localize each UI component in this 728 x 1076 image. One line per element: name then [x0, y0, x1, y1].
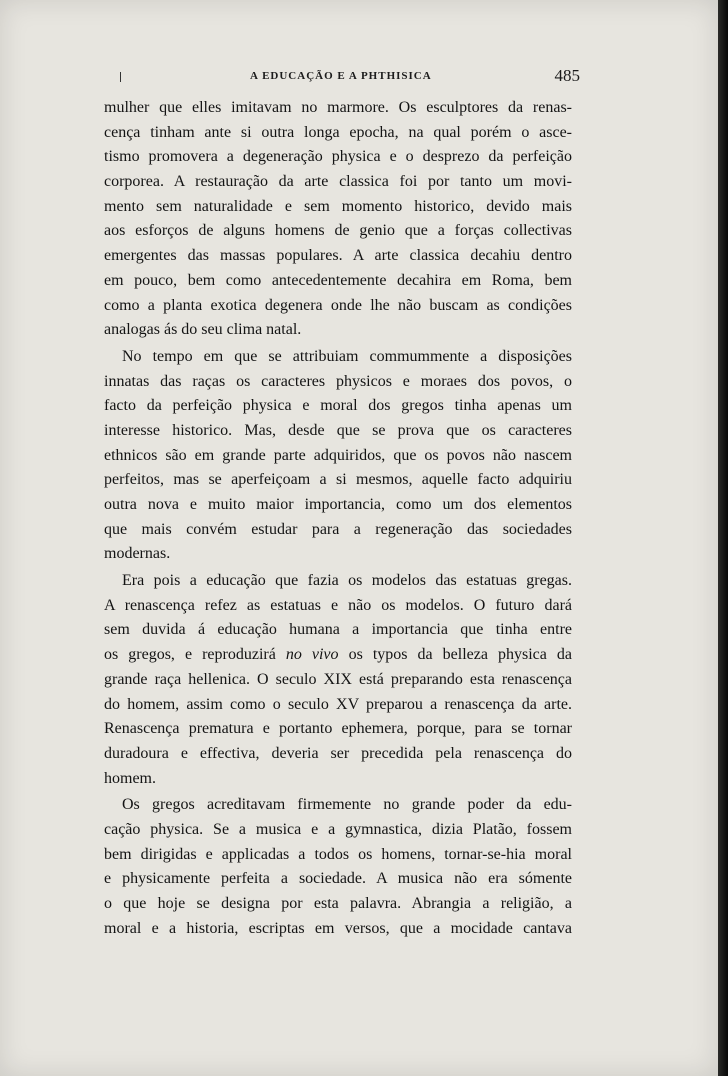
text-line: o que hoje se designa por esta palavra. Abrangia a religião, a: [104, 895, 572, 912]
text-line: bem dirigidas e applicadas a todos os homens, tornar-se-hia moral: [104, 845, 572, 863]
text-line: A renascença refez as estatuas e não os modelos. O futuro dará: [104, 596, 572, 614]
margin-mark: [120, 72, 121, 82]
text-line: do homem, assim como o seculo XV preparou a renascença da arte.: [104, 695, 572, 713]
text-line: outra nova e muito maior importancia, como um dos elementos: [104, 496, 572, 513]
text-line: duradoura e effectiva, deveria ser precedida pela renascença do: [104, 744, 572, 762]
text-line: ethnicos são em grande parte adquiridos, que os povos não nascem: [104, 446, 572, 464]
text-line: analogas ás do seu clima natal.: [104, 321, 302, 339]
text-line: grande raça hellenica. O seculo XIX está preparando esta renascença: [104, 670, 572, 688]
text-line: No tempo em que se attribuiam commummente a disposições: [122, 347, 572, 365]
text-line: sem duvida á educação humana a importancia que tinha entre: [104, 621, 572, 639]
text-line: moral e a historia, escriptas em versos, que a mocidade cantava: [104, 919, 572, 937]
text-line: mulher que elles imitavam no marmore. Os esculptores da renas-: [104, 99, 572, 116]
text-line: Os gregos acreditavam firmemente no grande poder da edu-: [122, 796, 572, 814]
running-header: [104, 64, 580, 88]
text-line-with-italic: [104, 643, 572, 668]
body-text: [104, 96, 572, 941]
text-line: emergentes das massas populares. A arte classica decahiu dentro: [104, 247, 572, 265]
text-line: cação physica. Se a musica e a gymnastica, dizia Platão, fossem: [104, 820, 572, 838]
text-line: cença tinham ante si outra longa epocha, na qual porém o asce-: [104, 123, 572, 141]
text-line: interesse historico. Mas, desde que se prova que os caracteres: [104, 421, 572, 439]
text-line: mento sem naturalidade e sem momento historico, devido mais: [104, 197, 572, 215]
page-number: 485: [554, 66, 580, 85]
text-segment: os typos da belleza physica da: [338, 646, 572, 664]
text-line: que mais convém estudar para a regeneração das sociedades: [104, 520, 572, 538]
text-line: em pouco, bem como antecedentemente decahira em Roma, bem: [104, 271, 572, 289]
text-line: modernas.: [104, 545, 171, 563]
text-line: tismo promovera a degeneração physica e o desprezo da perfeição: [104, 148, 572, 166]
scan-edge: [718, 0, 728, 1076]
text-line: corporea. A restauração da arte classica foi por tanto um movi-: [104, 173, 572, 191]
text-line: homem.: [104, 769, 156, 787]
text-line: Renascença prematura e portanto ephemera, porque, para se tornar: [104, 720, 572, 738]
text-line: como a planta exotica degenera onde lhe não buscam as condições: [104, 296, 572, 314]
text-line: e physicamente perfeita a sociedade. A musica não era sómente: [104, 870, 572, 888]
text-line: innatas das raças os caracteres physicos e moraes dos povos, o: [104, 372, 572, 390]
text-line: facto da perfeição physica e moral dos gregos tinha apenas um: [104, 397, 572, 415]
text-line: Era pois a educação que fazia os modelos das estatuas gregas.: [122, 572, 572, 590]
italic-phrase: no vivo: [285, 646, 339, 664]
text-line: perfeitos, mas se aperfeiçoam a si mesmos, aquelle facto adquiriu: [104, 471, 572, 489]
text-line: aos esforços de alguns homens de genio que a forças collectivas: [104, 222, 572, 240]
text-segment: os gregos, e reproduzirá: [104, 646, 286, 664]
running-title: A EDUCAÇÃO E A PHTHISICA: [250, 70, 432, 82]
